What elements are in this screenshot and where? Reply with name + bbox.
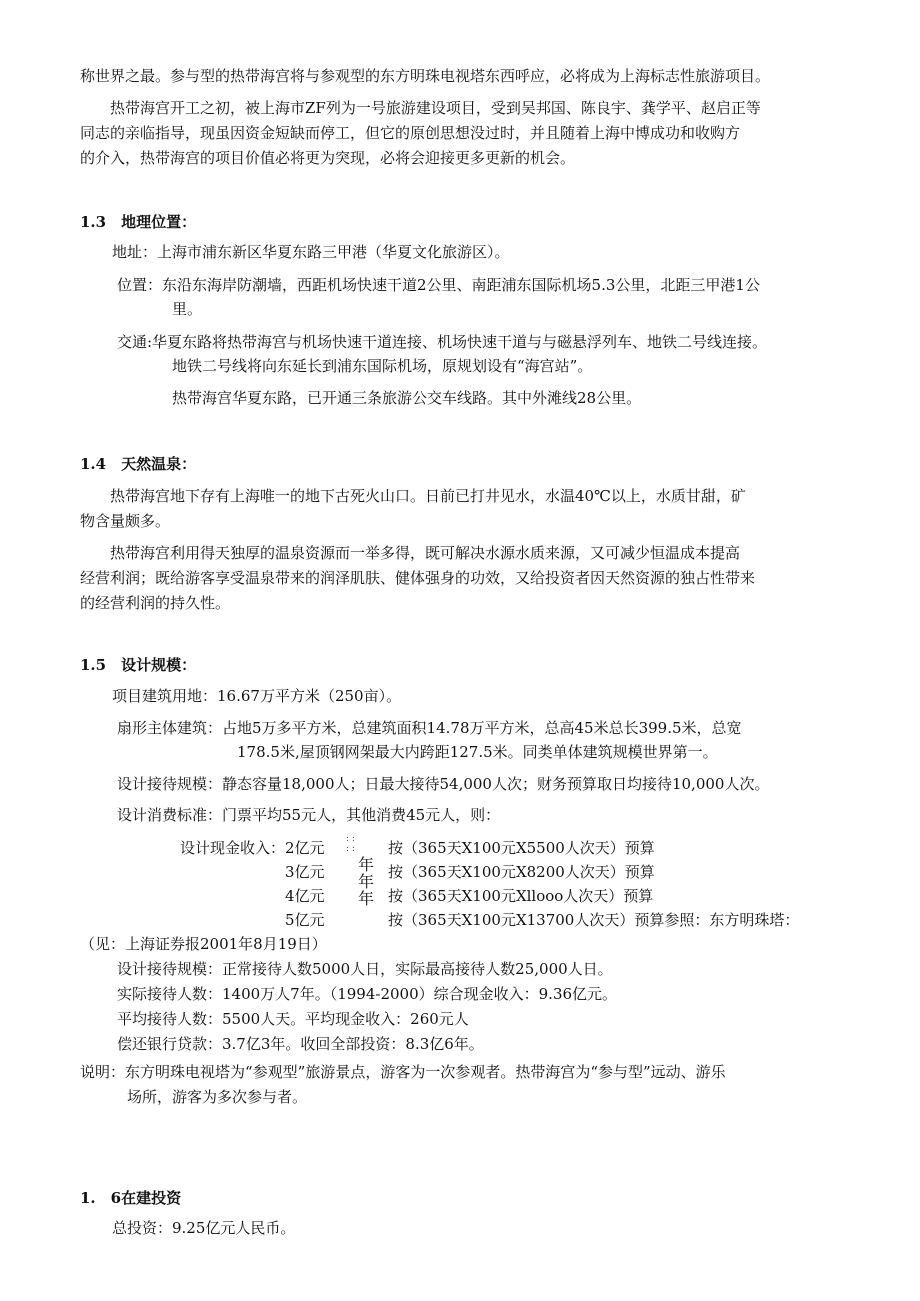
total-investment-line: 总投资：9.25亿元人民币。 [112, 1219, 296, 1237]
traffic-line: 交通:华夏东路将热带海宫与机场快速干道连接、机场快速干道与与磁悬浮列车、地铁二号线连接。 [117, 333, 768, 351]
section-heading-1-6: 1. 6在建投资 [80, 1189, 182, 1207]
income-calc: 按（365天X100元Xllooo人次天）预算 [388, 887, 654, 905]
position-line-cont: 里。 [172, 300, 203, 318]
section-heading-1-3: 1.3 地理位置： [80, 213, 197, 231]
year-char: 年 [358, 872, 375, 891]
stats-line: 设计接待规模：正常接待人数5000人日，实际最高接待人数25,000人日。 [117, 960, 613, 978]
stats-line: 偿还银行贷款：3.7亿3年。收回全部投资：8.3亿6年。 [117, 1035, 484, 1053]
section-heading-1-5: 1.5 设计规模： [80, 656, 197, 674]
building-line: 扇形主体建筑：占地5万多平方米，总建筑面积14.78万平方米，总高45米总长399.5米，总宽 [117, 719, 742, 737]
income-amount: 2亿元 [285, 839, 325, 857]
stacked-mark-icon: : : : : [346, 834, 355, 854]
income-amount: 3亿元 [285, 863, 325, 881]
note-line-cont: 场所，游客为多次参与者。 [127, 1088, 308, 1106]
land-line: 项目建筑用地：16.67万平方米（250亩）。 [112, 687, 402, 705]
year-char: 年 [358, 889, 375, 908]
intro-paragraph-line: 的介入，热带海宫的项目价值必将更为突现，必将会迎接更多更新的机会。 [80, 149, 576, 167]
income-calc: 按（365天X100元X8200人次天）预算 [388, 863, 655, 881]
note-line: 说明：东方明珠电视塔为“参观型”旅游景点，游客为一次参观者。热带海宫为“参与型”远动、游乐 [80, 1063, 726, 1081]
intro-paragraph-line: 热带海宫开工之初，被上海市ZF列为一号旅游建设项目，受到吴邦国、陈良宇、龚学平、赵启正等 [110, 99, 761, 117]
hotspring-paragraph-line: 经营利润；既给游客享受温泉带来的润泽肌肤、健体强身的功效，又给投资者因天然资源的独占性带来 [80, 569, 756, 587]
year-char: 年 [358, 855, 375, 874]
hotspring-paragraph-line: 的经营利润的持久性。 [80, 594, 231, 612]
building-line-cont: 178.5米,屋顶钢网架最大内跨距127.5米。同类单体建筑规模世界第一。 [237, 743, 718, 761]
income-amount: 4亿元 [285, 887, 325, 905]
stats-line: 平均接待人数：5500人天。平均现金收入：260元人 [117, 1010, 469, 1028]
stats-line: 实际接待人数：1400万人7年。（1994-2000）综合现金收入：9.36亿元。 [117, 985, 618, 1003]
section-heading-1-4: 1.4 天然温泉： [80, 455, 197, 473]
hotspring-paragraph-line: 热带海宫利用得天独厚的温泉资源而一举多得，既可解决水源水质来源，又可减少恒温成本提高 [110, 544, 741, 562]
bus-line: 热带海宫华夏东路，已开通三条旅游公交车线路。其中外滩线28公里。 [172, 389, 642, 407]
intro-line: 称世界之最。参与型的热带海宫将与参观型的东方明珠电视塔东西呼应，必将成为上海标志性旅游项目。 [80, 67, 771, 85]
income-calc: 按（365天X100元X5500人次天）预算 [388, 839, 655, 857]
reception-line: 设计接待规模：静态容量18,000人；日最大接待54,000人次；财务预算取日均接待10,000人次。 [117, 775, 770, 793]
intro-paragraph-line: 同志的亲临指导，现虽因资金短缺而停工，但它的原创思想没过时，并且随着上海中博成功和收购方 [80, 124, 741, 142]
source-line: （见：上海证券报2001年8月19日） [80, 935, 327, 953]
hotspring-paragraph-line: 热带海宫地下存有上海唯一的地下古死火山口。日前已打井见水，水温40℃以上，水质甘甜，矿 [110, 487, 746, 505]
position-line: 位置：东沿东海岸防潮墙，西距机场快速干道2公里、南距浦东国际机场5.3公里，北距三甲港1公 [117, 276, 760, 294]
traffic-line-cont: 地铁二号线将向东延长到浦东国际机场，原规划设有“海宫站”。 [172, 357, 593, 375]
spending-line: 设计消费标准：门票平均55元人，其他消费45元人，则： [117, 806, 501, 824]
address-line: 地址：上海市浦东新区华夏东路三甲港（华夏文化旅游区）。 [112, 243, 510, 261]
income-amount: 5亿元 [285, 911, 325, 929]
income-label: 设计现金收入： [180, 839, 286, 857]
income-calc: 按（365天X100元X13700人次天）预算参照：东方明珠塔： [388, 911, 800, 929]
hotspring-paragraph-line: 物含量颇多。 [80, 512, 171, 530]
